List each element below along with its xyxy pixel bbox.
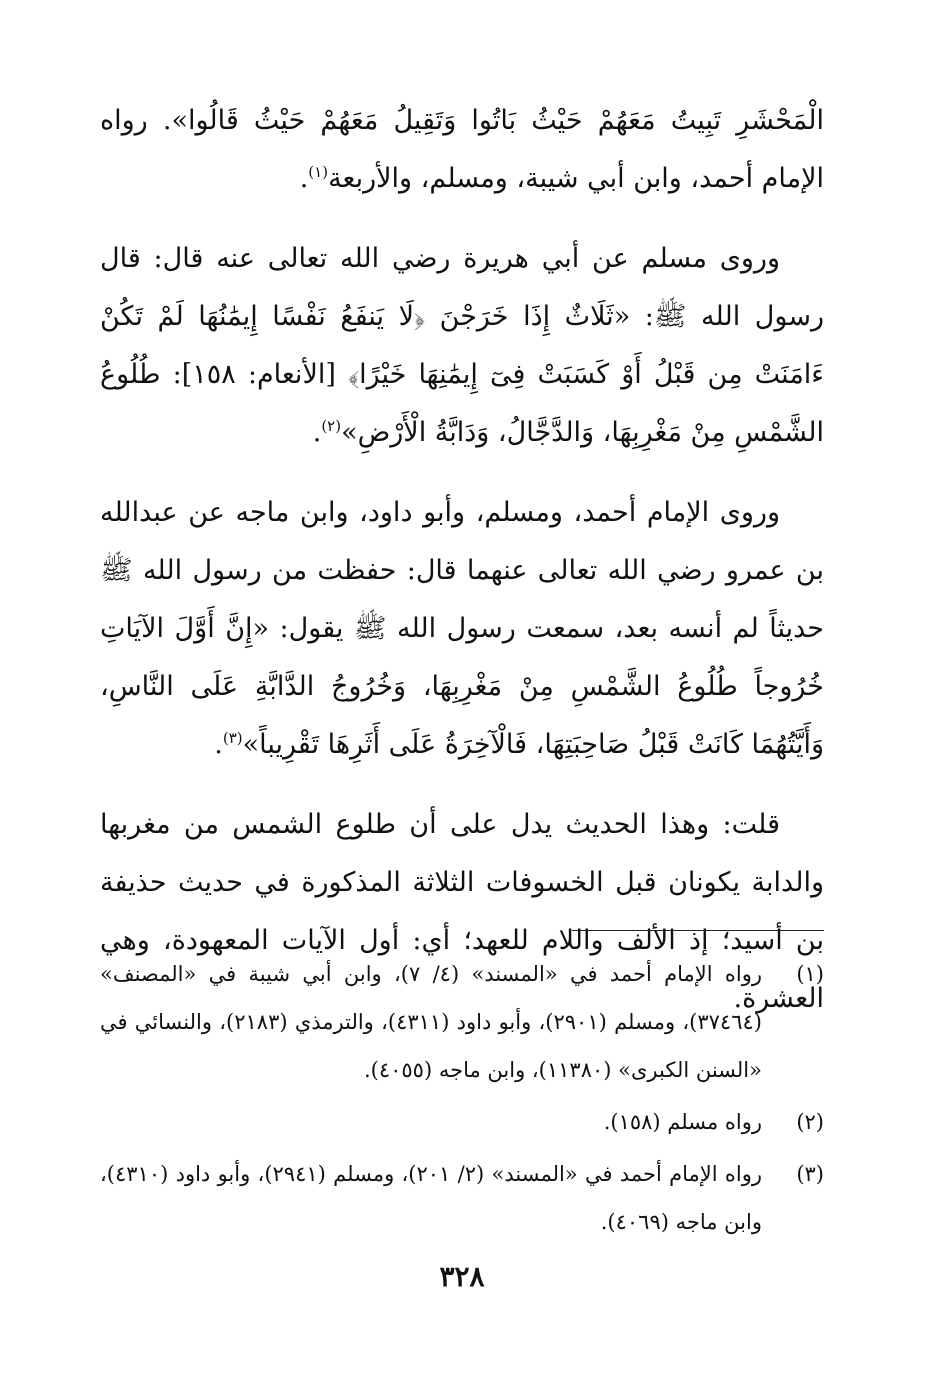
paragraph-text: وروى الإمام أحمد، ومسلم، وأبو داود، وابن ماجه عن عبدالله بن عمرو رضي الله تعالى عنهما قال: حفظت من رسول الله ﷺ حديثاً لم أنسه بعد، سمعت رسول الله ﷺ يقول: «إِنَّ أَوَّلَ الآيَاتِ خُرُوجاً طُلُوعُ الشَّمْسِ مِنْ مَغْرِبِهَا، وَخُرُوجُ الدَّابَّةِ عَلَى النَّاسِ، وَأَيَّتُهُمَا كَانَتْ قَبْلُ صَاحِبَتِهَا، فَالْآخِرَةُ عَلَى أَثَرِهَا تَقْرِيباً» xyxy=(100,497,824,760)
footnote-reference: (٣) xyxy=(222,729,243,747)
footnote-text: رواه مسلم (١٥٨). xyxy=(603,1110,762,1134)
footnotes xyxy=(100,950,824,1250)
footnote-reference: (١) xyxy=(308,163,329,181)
paragraph-tail: . xyxy=(312,417,322,448)
paragraph-text: الْمَحْشَرِ تَبِيتُ مَعَهُمْ حَيْثُ بَاتُوا وَتَقِيلُ مَعَهُمْ حَيْثُ قَالُوا». رواه الإمام أحمد، وابن أبي شيبة، ومسلم، والأربعة xyxy=(100,105,824,194)
footnote-2 xyxy=(100,1098,824,1146)
footnote-text: رواه الإمام أحمد في «المسند» (٢/ ٢٠١)، ومسلم (٢٩٤١)، وأبو داود (٤٣١٠)، وابن ماجه (٤٠٦٩). xyxy=(100,1162,762,1234)
footnote-number: (١) xyxy=(796,962,824,986)
main-text xyxy=(100,92,824,1028)
footnote-separator xyxy=(572,930,824,931)
footnote-1 xyxy=(100,950,824,1094)
footnote-reference: (٢) xyxy=(321,417,342,435)
paragraph-tail: . xyxy=(214,729,223,760)
book-page xyxy=(100,92,824,1332)
paragraph-1 xyxy=(100,92,824,208)
footnote-number: (٢) xyxy=(796,1110,824,1134)
footnote-text: رواه الإمام أحمد في «المسند» (٤/ ٧)، وابن أبي شيبة في «المصنف» (٣٧٤٦٤)، ومسلم (٢٩٠١)، وأبو داود (٤٣١١)، والترمذي (٢١٨٣)، والنسائي في «السنن الكبرى» (١١٣٨٠)، وابن ماجه (٤٠٥٥). xyxy=(100,962,762,1082)
paragraph-text: قلت: وهذا الحديث يدل على أن طلوع الشمس من مغربها والدابة يكونان قبل الخسوفات الثلاثة المذكورة في حديث حذيفة بن أسيد؛ إذ الألف واللام للعهد؛ أي: أول الآيات المعهودة، وهي العشرة. xyxy=(100,809,824,1014)
paragraph-2 xyxy=(100,230,824,462)
paragraph-3 xyxy=(100,484,824,774)
footnote-number: (٣) xyxy=(796,1162,824,1186)
paragraph-tail: . xyxy=(299,163,309,194)
footnote-3 xyxy=(100,1150,824,1246)
page-number: ٣٢٨ xyxy=(439,1260,485,1293)
paragraph-text: وروى مسلم عن أبي هريرة رضي الله تعالى عنه قال: قال رسول الله ﷺ: «ثَلَاثٌ إِذَا خَرَجْنَ ﴿لَا يَنفَعُ نَفْسًا إِيمَٰنُهَا لَمْ تَكُنْ ءَامَنَتْ مِن قَبْلُ أَوْ كَسَبَتْ فِىٓ إِيمَٰنِهَا خَيْرًا﴾ [الأنعام: ١٥٨]: طُلُوعُ الشَّمْسِ مِنْ مَغْرِبِهَا، وَالدَّجَّالُ، وَدَابَّةُ الْأَرْضِ» xyxy=(100,243,824,448)
